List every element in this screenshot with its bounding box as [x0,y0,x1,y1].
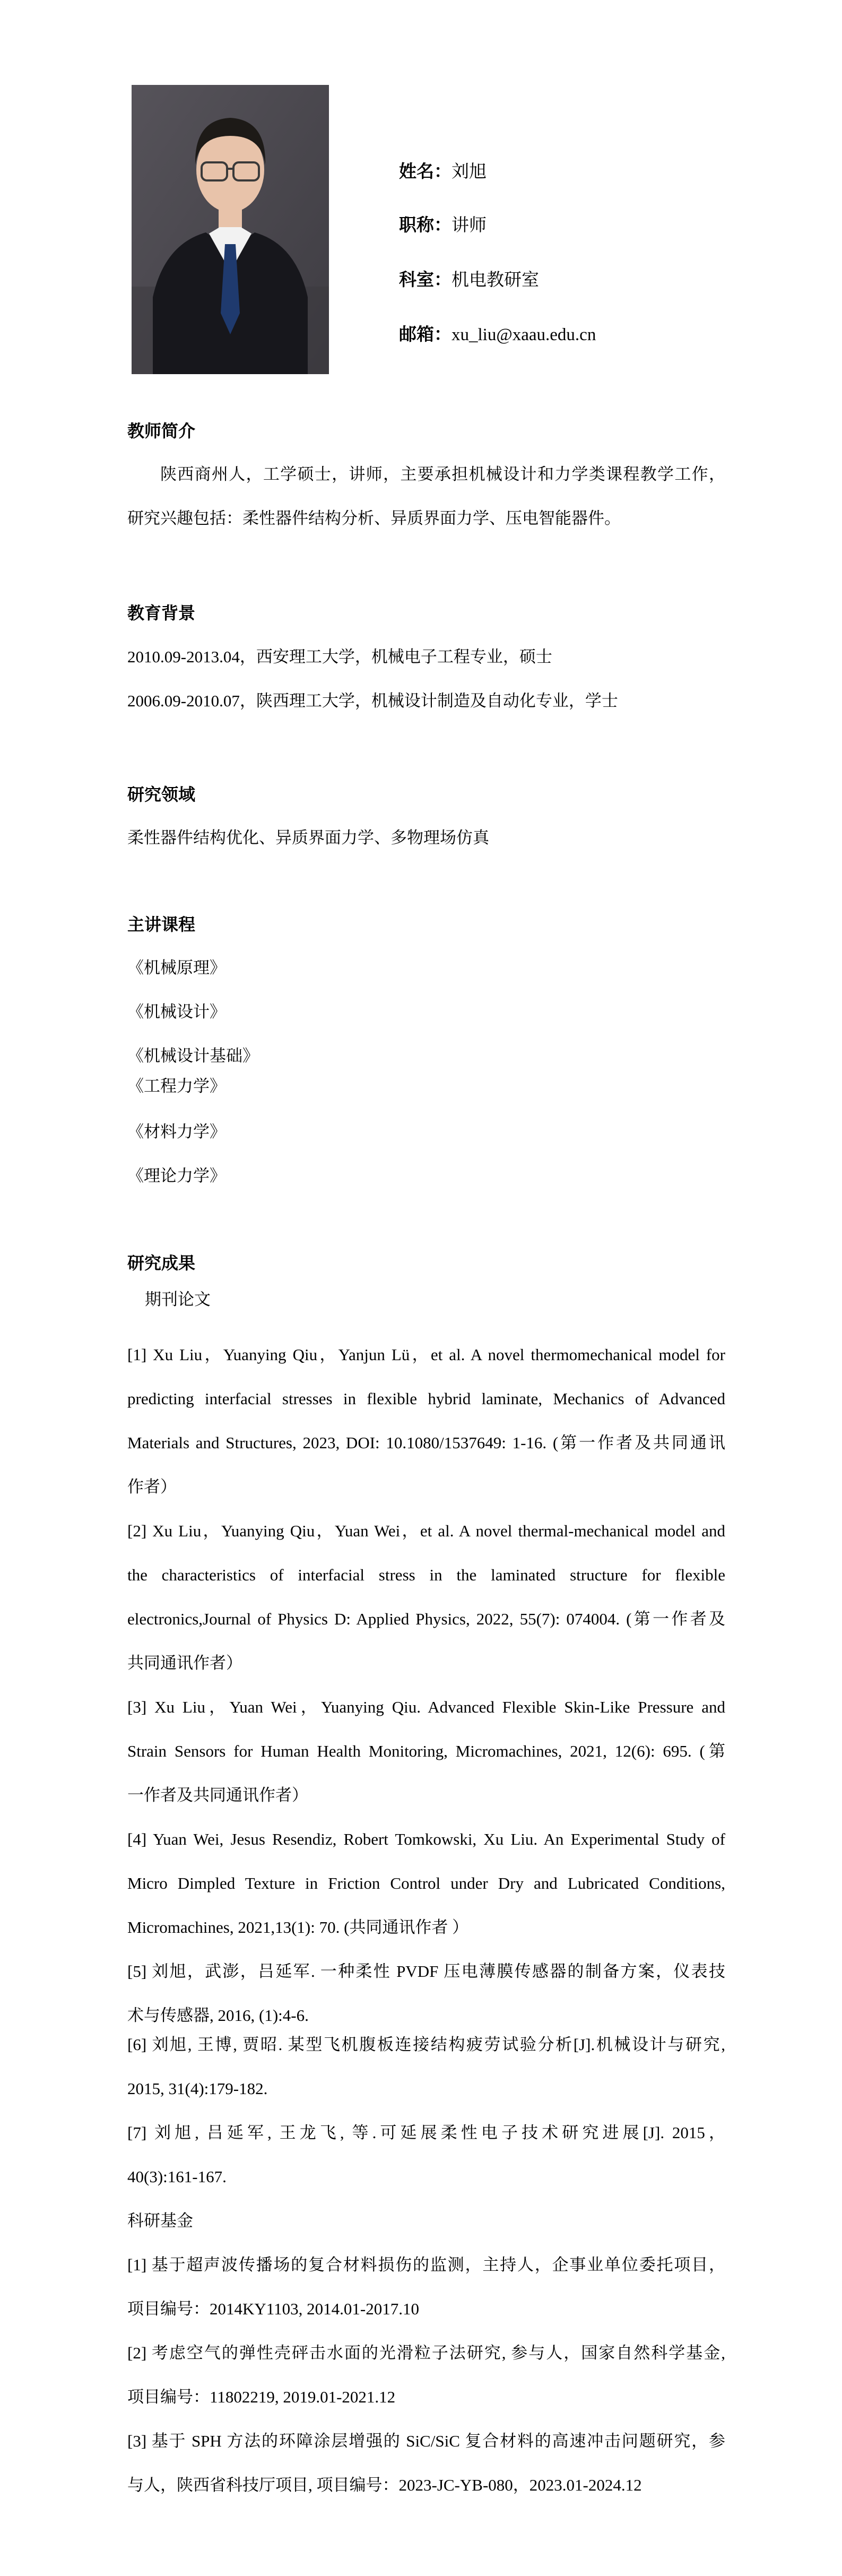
research-areas-line: 柔性器件结构优化、异质界面力学、多物理场仿真 [127,828,489,847]
education-line: 2010.09-2013.04，西安理工大学，机械电子工程专业，硕士 [127,647,552,666]
section-research-areas-paragraph [127,816,725,860]
course-item: 《机械设计》 [127,1002,226,1021]
paper-ref-1 [127,1333,725,1509]
fund-ref-line: 项目编号：11802219, 2019.01-2021.12 [127,2388,396,2406]
paper-ref-line: 2015, 31(4):179-182. [127,2079,268,2098]
section-courses-heading: 主讲课程 [127,915,196,934]
section-education-paragraph [127,635,725,723]
paper-ref-4 [127,1817,725,1949]
email-label: 邮箱： [399,325,452,344]
fund-ref-line: 项目编号：2014KY1103, 2014.01-2017.10 [127,2300,419,2318]
paper-ref-line: Micromachines, 2021,13(1): 70. (共同通讯作者 ） [127,1918,469,1937]
paper-ref-2 [127,1509,725,1685]
paper-ref-line: [7] 刘旭, 吕延军, 王龙飞, 等.可延展柔性电子技术研究进展[J]. 2015， [127,2123,725,2142]
section-research-areas-heading: 研究领域 [127,785,196,804]
course-item: 《材料力学》 [127,1122,226,1141]
paper-ref-line: 一作者及共同通讯作者） [127,1786,308,1804]
paper-ref-line: Micro Dimpled Texture in Friction Control under Dry and Lubricated Conditions, [127,1874,725,1892]
funding-label: 科研基金 [127,2211,193,2230]
journal-papers-label: 期刊论文 [145,1290,211,1309]
info-row-title [399,214,487,237]
fund-ref-line: [1] 基于超声波传播场的复合材料损伤的监测，主持人，企事业单位委托项目， [127,2255,725,2274]
course-list-block-3 [127,1110,725,1198]
info-row-email [399,323,596,347]
course-item: 《工程力学》 [127,1077,226,1095]
email-value: xu_liu@xaau.edu.cn [452,325,596,344]
fund-ref-1 [127,2243,725,2331]
paper-ref-line: the characteristics of interfacial stress in the laminated structure for flexible [127,1566,725,1584]
paper-ref-line: [2] Xu Liu，Yuanying Qiu，Yuan Wei，et al. A novel thermal-mechanical model and [127,1522,725,1540]
title-value: 讲师 [452,216,487,235]
name-value: 刘旭 [452,162,487,181]
education-line: 2006.09-2010.07，陕西理工大学，机械设计制造及自动化专业，学士 [127,691,618,710]
paper-ref-line: 共同通讯作者） [127,1654,242,1672]
paper-ref-7 [127,2111,725,2199]
course-item: 《机械设计基础》 [127,1047,259,1065]
section-education-heading: 教育背景 [127,603,196,623]
course-list-block-1 [127,946,725,1078]
paper-ref-line: 作者） [127,1477,177,1496]
paper-ref-line: 术与传感器, 2016, (1):4-6. [127,2006,309,2025]
paper-ref-line: [4] Yuan Wei, Jesus Resendiz, Robert Tomkowski, Xu Liu. An Experimental Study of [127,1830,725,1848]
fund-ref-line: 与人，陕西省科技厅项目, 项目编号：2023-JC-YB-080，2023.01-2024.12 [127,2476,642,2494]
course-list-block-2 [127,1064,725,1108]
course-item: 《理论力学》 [127,1166,226,1185]
course-item: 《机械原理》 [127,958,226,977]
section-intro-heading: 教师简介 [127,421,196,440]
department-value: 机电教研室 [452,271,539,290]
paper-ref-line: [6] 刘旭, 王博, 贾昭. 某型飞机腹板连接结构疲劳试验分析[J].机械设计与研究, [127,2035,725,2054]
paper-ref-line: [3] Xu Liu，Yuan Wei，Yuanying Qiu. Advanced Flexible Skin-Like Pressure and [127,1698,725,1716]
paper-ref-line: Materials and Structures, 2023, DOI: 10.1080/1537649: 1-16. (第一作者及共同通讯 [127,1433,725,1452]
paper-ref-line: [5] 刘旭，武澎，吕延军. 一种柔性 PVDF 压电薄膜传感器的制备方案，仪表技 [127,1962,725,1981]
profile-photo [132,85,329,374]
fund-ref-line: [2] 考虑空气的弹性壳砰击水面的光滑粒子法研究, 参与人，国家自然科学基金, [127,2344,725,2362]
fund-ref-line: [3] 基于 SPH 方法的环障涂层增强的 SiC/SiC 复合材料的高速冲击问题研究，参 [127,2432,725,2450]
name-label: 姓名： [399,162,452,181]
paper-ref-line: electronics,Journal of Physics D: Applied Physics, 2022, 55(7): 074004. (第一作者及 [127,1610,725,1628]
intro-line: 研究兴趣包括：柔性器件结构分析、异质界面力学、压电智能器件。 [127,509,621,528]
paper-ref-3 [127,1685,725,1817]
paper-ref-line: predicting interfacial stresses in flexible hybrid laminate, Mechanics of Advanced [127,1389,725,1408]
department-label: 科室： [399,271,452,290]
section-intro-paragraph [127,452,725,540]
info-row-name [399,160,487,184]
paper-ref-line: 40(3):161-167. [127,2167,227,2186]
paper-ref-line: Strain Sensors for Human Health Monitoring, Micromachines, 2021, 12(6): 695. (第 [127,1742,725,1760]
paper-ref-6 [127,2022,725,2111]
fund-ref-3 [127,2419,725,2507]
section-achievements-heading: 研究成果 [127,1254,196,1273]
info-row-department [399,269,539,292]
title-label: 职称： [399,216,452,235]
paper-ref-line: [1] Xu Liu，Yuanying Qiu，Yanjun Lü，et al. A novel thermomechanical model for [127,1345,725,1364]
fund-ref-2 [127,2331,725,2419]
intro-line: 陕西商州人，工学硕士，讲师，主要承担机械设计和力学类课程教学工作， [160,465,725,483]
